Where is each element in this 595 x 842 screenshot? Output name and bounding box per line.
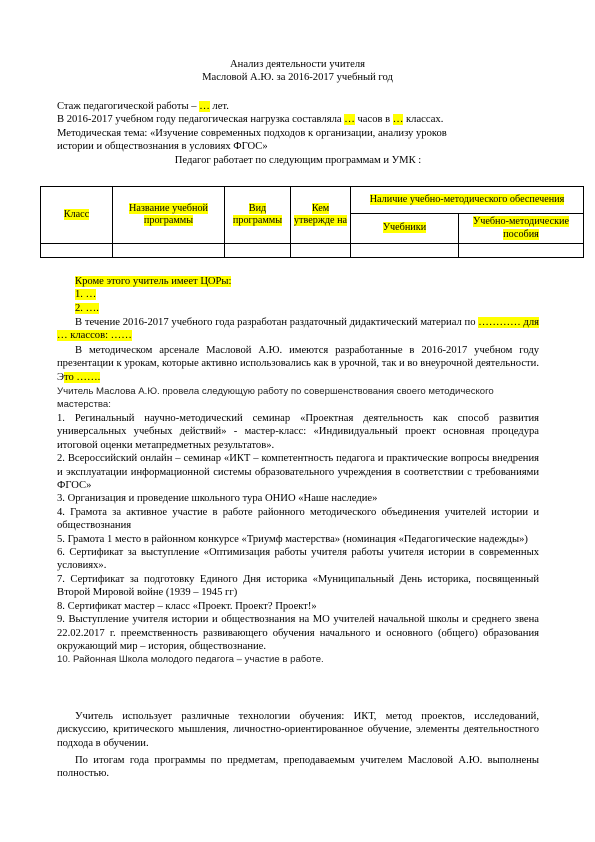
- didactic-paragraph: В течение 2016-2017 учебного года разработан раздаточный дидактический материал по ………… для … классов: ……: [57, 317, 539, 342]
- experience-placeholder: …: [199, 101, 210, 112]
- workload-end: классах.: [403, 114, 444, 126]
- hours-placeholder: …: [344, 114, 355, 126]
- list-item: 10. Районная Школа молодого педагога – участие в работе.: [57, 654, 324, 666]
- list-item: 4. Грамота за активное участие в работе районного методического объединения учителей истории и обществознания: [57, 506, 539, 532]
- title-line-2: Масловой А.Ю. за 2016-2017 учебный год: [202, 72, 393, 84]
- experience-label: Стаж педагогической работы –: [57, 101, 200, 112]
- table-header-row: [41, 187, 584, 214]
- header-textbooks: Учебники: [351, 214, 459, 244]
- table-cell: [459, 244, 584, 258]
- work-heading: Учитель Маслова А.Ю. провела следующую работу по совершенствования своего методического мастерства:: [57, 386, 494, 411]
- table-cell: [225, 244, 291, 258]
- method-theme-line-2: истории и обществознания в условиях ФГОС»: [57, 141, 268, 153]
- header-class: Класс: [41, 187, 113, 244]
- classes-placeholder: …: [392, 114, 404, 126]
- table-cell: [113, 244, 225, 258]
- header-program: Название учебной программы: [113, 187, 225, 244]
- cor-block: [75, 275, 539, 315]
- arsenal-paragraph: В методическом арсенале Масловой А.Ю. имеются разработанные в 2016-2017 учебном году презентации к урокам, которые активно использовались как в урочной, так и во внеурочной деятельности. Это …….: [57, 345, 539, 383]
- list-item: 8. Сертификат мастер – класс «Проект. Проект? Проект!»: [57, 600, 317, 612]
- header-provision: Наличие учебно-методического обеспечения: [351, 187, 584, 214]
- list-item: 7. Сертификат за подготовку Единого Дня историка «Муниципальный День историка, посвященный Второй Мировой войне (1939 – 1945 гг): [57, 573, 539, 599]
- experience-unit: лет.: [209, 101, 229, 112]
- table-cell: [41, 244, 113, 258]
- list-item: 1. Регинальный научно-методический семинар «Проектная деятельность как способ развития универсальных учебных действий» - мастер-класс: «Индивидуальный проект основная процедура итоговой оценки метапредметных результатов».: [57, 413, 539, 451]
- document-title: [0, 58, 595, 85]
- work-list: [57, 412, 539, 667]
- table-cell: [291, 244, 351, 258]
- list-item: 2. Всероссийский онлайн – семинар «ИКТ – компетентность педагога и практические вопросы внедрения и эксплуатации информационной системы образовательного учреждения в соответствии с требованиями ФГОС»: [57, 453, 539, 492]
- method-theme-line-1: Методическая тема: «Изучение современных подходов к организации, анализу уроков: [57, 127, 447, 139]
- list-item: 5. Грамота 1 место в районном конкурсе «Триумф мастерства» (номинация «Педагогические надежды»): [57, 533, 528, 545]
- results-paragraph: По итогам года программы по предметам, преподаваемым учителем Масловой А.Ю. выполнены полностью.: [57, 755, 539, 780]
- umk-table: [40, 186, 584, 258]
- workload-middle: часов в: [354, 114, 393, 126]
- cor-item-2: 2. ….: [75, 302, 99, 314]
- cor-heading: Кроме этого учитель имеет ЦОРы:: [75, 276, 232, 287]
- header-type: Вид программы: [225, 187, 291, 244]
- list-item: 6. Сертификат за выступление «Оптимизация работы учителя работы учителя истории в современных условиях».: [57, 547, 539, 572]
- header-manuals: Учебно-методические пособия: [459, 214, 584, 244]
- cor-item-1: 1. …: [75, 289, 97, 301]
- workload-label: В 2016-2017 учебном году педагогическая нагрузка составляла: [57, 114, 345, 126]
- technologies-paragraph: Учитель использует различные технологии обучения: ИКТ, метод проектов, исследований, дискуссию, критического мышления, личностно-ориентированное обучение, элементы деятельностного подхода в обучении.: [57, 711, 539, 749]
- experience-line: [57, 100, 539, 113]
- table-row: [41, 244, 584, 258]
- table-cell: [351, 244, 459, 258]
- intro-block: [57, 100, 539, 167]
- list-item: 3. Организация и проведение школьного тура ОНИО «Наше наследие»: [57, 493, 378, 505]
- header-approved: Кем утвержде на: [291, 187, 351, 244]
- programs-heading: Педагог работает по следующим программам и УМК :: [174, 154, 422, 166]
- workload-line: [57, 113, 539, 126]
- list-item: 9. Выступление учителя истории и обществознания на МО учителей начальной школы и среднего звена 22.02.2017 г. преемственность развивающего обучения начального и основного (общего) образования окружающий мир – история, обществознание.: [57, 614, 539, 652]
- title-line-1: Анализ деятельности учителя: [230, 59, 365, 70]
